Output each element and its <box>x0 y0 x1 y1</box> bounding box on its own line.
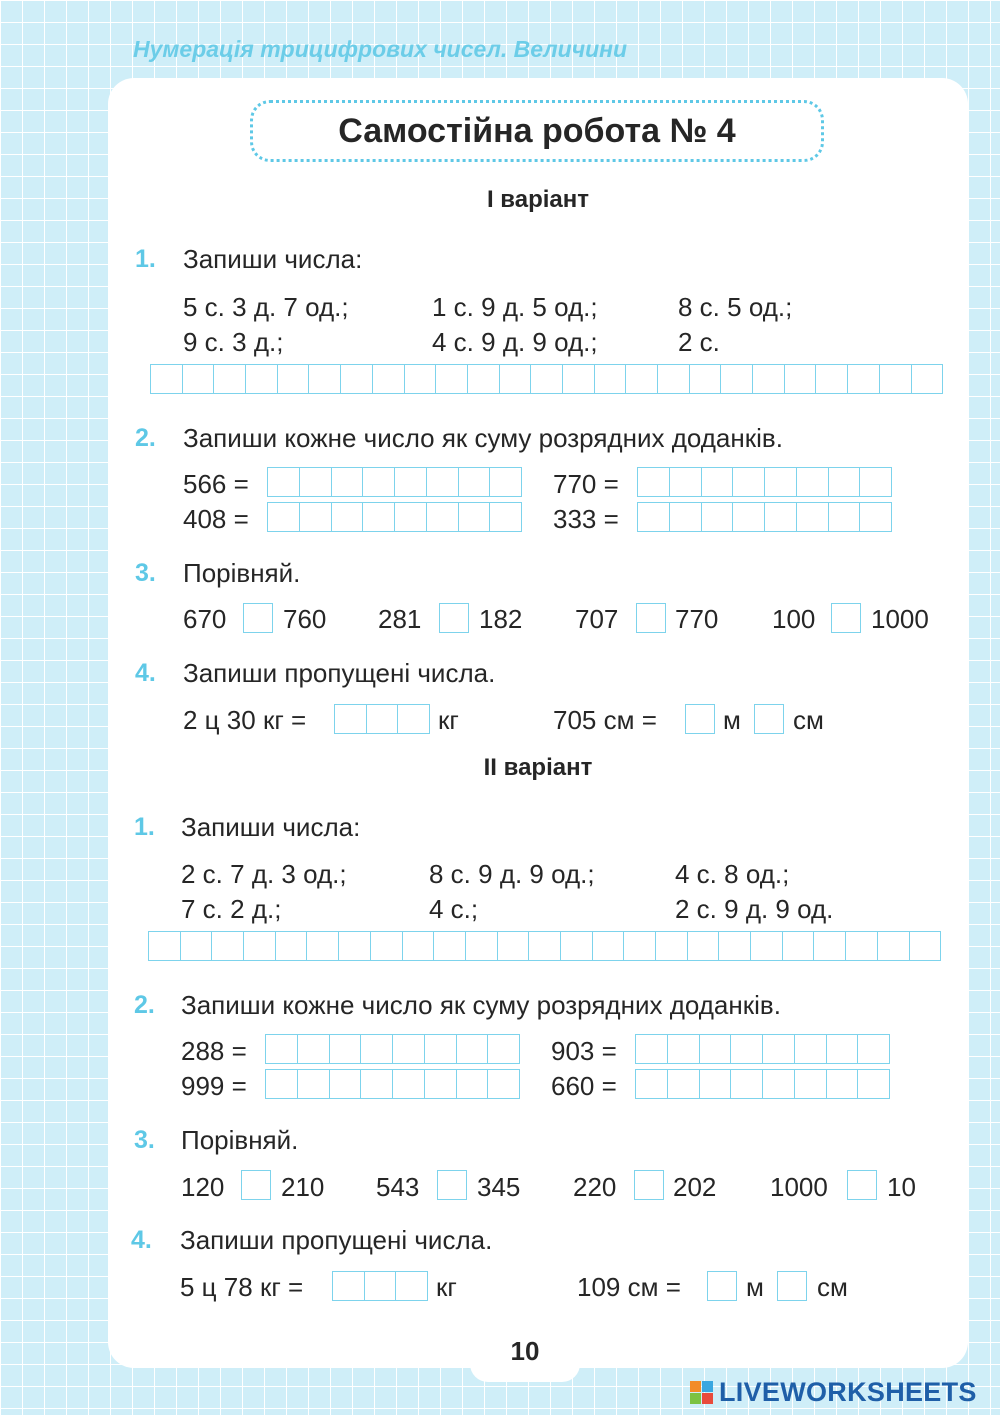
compare-box[interactable] <box>831 603 861 633</box>
task-number: 3. <box>135 559 156 587</box>
unit-label: м <box>746 1272 764 1302</box>
variant-2-title: II варіант <box>483 754 593 781</box>
answer-cells[interactable] <box>150 364 943 394</box>
number-item: 4 с. 8 од.; <box>675 859 790 889</box>
unit-label: см <box>817 1272 848 1302</box>
equation-label: 566 = <box>183 469 249 499</box>
compare-box[interactable] <box>243 603 273 633</box>
task-instruction: Запиши числа: <box>183 244 363 274</box>
page-title: Самостійна робота № 4 <box>338 111 736 150</box>
compare-box[interactable] <box>847 1170 877 1200</box>
compare-box[interactable] <box>437 1170 467 1200</box>
compare-left: 120 <box>181 1172 225 1202</box>
number-item: 4 с. 9 д. 9 од.; <box>432 327 598 357</box>
compare-right: 202 <box>673 1172 717 1202</box>
answer-cells[interactable] <box>635 1034 890 1064</box>
task-instruction: Порівняй. <box>183 558 301 588</box>
number-item: 9 с. 3 д.; <box>183 327 284 357</box>
compare-left: 707 <box>575 604 619 634</box>
answer-box[interactable] <box>685 704 715 734</box>
section-header: Нумерація трицифрових чисел. Величини <box>133 36 628 62</box>
number-item: 8 с. 5 од.; <box>678 292 793 322</box>
number-item: 8 с. 9 д. 9 од.; <box>429 859 595 889</box>
number-item: 4 с.; <box>429 894 479 924</box>
unit-label: кг <box>436 1272 457 1302</box>
compare-left: 670 <box>183 604 227 634</box>
task-instruction: Запиши кожне число як суму розрядних доданків. <box>183 423 783 453</box>
conversion-left: 109 см = <box>577 1272 681 1302</box>
number-item: 1 с. 9 д. 5 од.; <box>432 292 598 322</box>
watermark <box>690 1375 977 1409</box>
watermark-text: LIVEWORKSHEETS <box>719 1376 977 1407</box>
compare-box[interactable] <box>439 603 469 633</box>
task-number: 1. <box>134 813 155 841</box>
equation-label: 903 = <box>551 1036 617 1066</box>
task-number: 4. <box>135 659 156 687</box>
compare-left: 1000 <box>770 1172 828 1202</box>
compare-left: 100 <box>772 604 816 634</box>
number-item: 2 с. 7 д. 3 од.; <box>181 859 347 889</box>
task-instruction: Порівняй. <box>181 1125 299 1155</box>
unit-label: см <box>793 705 824 735</box>
compare-right: 345 <box>477 1172 521 1202</box>
task-instruction: Запиши пропущені числа. <box>183 658 496 688</box>
answer-cells[interactable] <box>637 502 892 532</box>
answer-cells[interactable] <box>148 931 941 961</box>
conversion-left: 705 см = <box>553 705 657 735</box>
answer-cells[interactable] <box>334 704 430 734</box>
answer-box[interactable] <box>754 704 784 734</box>
equation-label: 333 = <box>553 504 619 534</box>
compare-left: 220 <box>573 1172 617 1202</box>
compare-right: 1000 <box>871 604 929 634</box>
compare-box[interactable] <box>636 603 666 633</box>
compare-box[interactable] <box>241 1170 271 1200</box>
equation-label: 288 = <box>181 1036 247 1066</box>
answer-cells[interactable] <box>267 467 522 497</box>
answer-cells[interactable] <box>265 1069 520 1099</box>
answer-cells[interactable] <box>267 502 522 532</box>
compare-left: 543 <box>376 1172 420 1202</box>
number-item: 2 с. <box>678 327 720 357</box>
task-number: 1. <box>135 245 156 273</box>
liveworksheets-logo-icon <box>690 1381 713 1404</box>
task-instruction: Запиши числа: <box>181 812 361 842</box>
compare-right: 10 <box>887 1172 916 1202</box>
compare-left: 281 <box>378 604 422 634</box>
answer-cells[interactable] <box>265 1034 520 1064</box>
equation-label: 408 = <box>183 504 249 534</box>
unit-label: м <box>723 705 741 735</box>
task-number: 3. <box>134 1126 155 1154</box>
variant-1-title: I варіант <box>486 186 590 213</box>
compare-right: 760 <box>283 604 327 634</box>
compare-right: 210 <box>281 1172 325 1202</box>
task-number: 2. <box>134 991 155 1019</box>
title-box <box>250 100 824 162</box>
conversion-left: 5 ц 78 кг = <box>180 1272 304 1302</box>
conversion-left: 2 ц 30 кг = <box>183 705 307 735</box>
number-item: 7 с. 2 д.; <box>181 894 282 924</box>
unit-label: кг <box>438 705 459 735</box>
equation-label: 770 = <box>553 469 619 499</box>
answer-box[interactable] <box>707 1271 737 1301</box>
compare-box[interactable] <box>634 1170 664 1200</box>
answer-cells[interactable] <box>637 467 892 497</box>
task-instruction: Запиши кожне число як суму розрядних доданків. <box>181 990 781 1020</box>
task-number: 2. <box>135 424 156 452</box>
task-instruction: Запиши пропущені числа. <box>180 1225 493 1255</box>
equation-label: 999 = <box>181 1071 247 1101</box>
answer-box[interactable] <box>777 1271 807 1301</box>
page-number: 10 <box>470 1320 580 1382</box>
answer-cells[interactable] <box>332 1271 428 1301</box>
compare-right: 182 <box>479 604 523 634</box>
equation-label: 660 = <box>551 1071 617 1101</box>
number-item: 5 с. 3 д. 7 од.; <box>183 292 349 322</box>
task-number: 4. <box>131 1226 152 1254</box>
answer-cells[interactable] <box>635 1069 890 1099</box>
compare-right: 770 <box>675 604 719 634</box>
number-item: 2 с. 9 д. 9 од. <box>675 894 834 924</box>
